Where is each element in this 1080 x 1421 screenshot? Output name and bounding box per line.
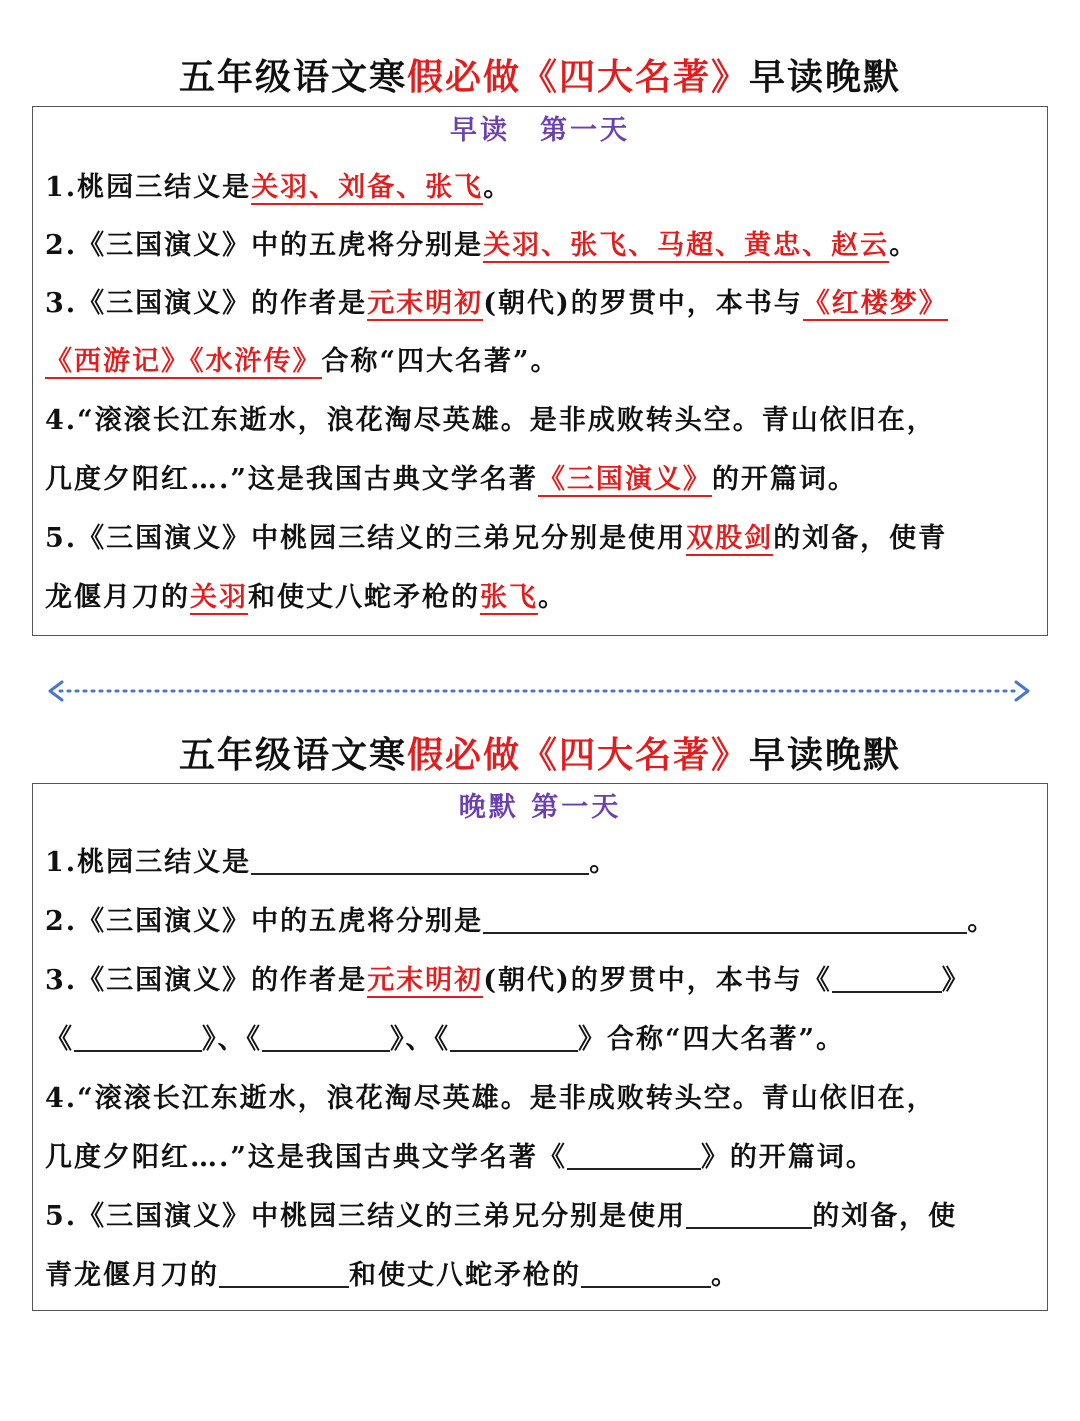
- q3-text-mid: (朝代)的罗贯中，本书与: [483, 288, 803, 319]
- q5-text-mid: 的刘备，使青: [773, 523, 948, 554]
- title-part-red: 假必做《四大名著》: [406, 56, 749, 98]
- q2-end: 。: [889, 230, 919, 261]
- morning-header: 早读 第一天: [450, 115, 630, 146]
- e-q3-end: 》合称“四大名著”。: [578, 1024, 846, 1055]
- e-q3-sep-2: 》、《: [390, 1024, 450, 1055]
- e-q4-blank[interactable]: [567, 1138, 701, 1170]
- q4-text: 几度夕阳红….”这是我国古典文学名著: [45, 464, 538, 495]
- title-part-red-b: 假必做《四大名著》: [406, 734, 749, 776]
- q1-answer: 关羽、刘备、张飞: [251, 172, 484, 203]
- q1-text: 1.桃园三结义是: [45, 172, 252, 203]
- q2-text: 2.《三国演义》中的五虎将分别是: [45, 230, 484, 261]
- q5-answer-2: 关羽: [190, 582, 248, 613]
- evening-recitation-box: [32, 783, 1048, 1311]
- e-q3-open: 《: [45, 1024, 74, 1055]
- e-q3-blank-3[interactable]: [262, 1020, 390, 1052]
- e-q4-text: 几度夕阳红….”这是我国古典文学名著《: [45, 1142, 567, 1173]
- morning-question-5-cont: [45, 569, 1040, 627]
- title-part-2: 早读晚默: [749, 56, 902, 98]
- e-q5-end: 。: [711, 1260, 740, 1291]
- e-q5-text-2: 青龙偃月刀的: [45, 1260, 219, 1291]
- q5-end: 。: [538, 582, 567, 613]
- e-q1-text: 1.桃园三结义是: [45, 847, 252, 878]
- q3-answer-books: 《西游记》《水浒传》: [45, 346, 322, 377]
- q5-text: 5.《三国演义》中桃园三结义的三弟兄分别是使用: [45, 523, 687, 554]
- e-q3-close: 》: [941, 965, 971, 996]
- morning-question-4-cont: [45, 451, 1040, 509]
- q4-answer: 《三国演义》: [537, 464, 712, 495]
- e-q3-blank-2[interactable]: [74, 1020, 202, 1052]
- morning-question-5: [45, 510, 1040, 568]
- q5-answer-3: 张飞: [480, 582, 538, 613]
- e-q4-end: 》的开篇词。: [700, 1142, 875, 1173]
- e-q4-line1: 4.“滚滚长江东逝水，浪花淘尽英雄。是非成败转头空。青山依旧在，: [45, 1083, 936, 1114]
- evening-question-1: [45, 834, 1040, 892]
- e-q5-text: 5.《三国演义》中桃园三结义的三弟兄分别是使用: [45, 1201, 687, 1232]
- e-q3-blank-1[interactable]: [832, 961, 942, 993]
- e-q3-answer-era: 元末明初: [367, 965, 484, 996]
- morning-question-2: [45, 217, 1040, 275]
- q5-answer-1: 双股剑: [686, 523, 774, 554]
- evening-question-5: [45, 1188, 1040, 1246]
- e-q5-blank-1[interactable]: [686, 1197, 812, 1229]
- e-q2-end: 。: [967, 906, 997, 937]
- q4-line1: 4.“滚滚长江东逝水，浪花淘尽英雄。是非成败转头空。青山依旧在，: [45, 405, 936, 436]
- page-title-bottom: [0, 733, 1080, 777]
- evening-question-3: [45, 952, 1040, 1010]
- e-q5-text-mid: 的刘备，使: [812, 1201, 958, 1232]
- e-q1-end: 。: [589, 847, 619, 878]
- evening-question-3-cont: [45, 1011, 1040, 1069]
- evening-question-4: [45, 1070, 1040, 1128]
- evening-question-5-cont: [45, 1247, 1040, 1305]
- q3-text: 3.《三国演义》的作者是: [45, 288, 368, 319]
- evening-header: 晚默 第一天: [458, 792, 622, 823]
- morning-question-3: [45, 275, 1040, 333]
- e-q1-blank[interactable]: [251, 843, 589, 875]
- evening-question-2: [45, 893, 1040, 951]
- title-part-1: 五年级语文寒: [178, 56, 407, 98]
- q5-text-2: 龙偃月刀的: [45, 582, 190, 613]
- q3-text-end: 合称“四大名著”。: [321, 346, 560, 377]
- q2-answer: 关羽、张飞、马超、黄忠、赵云: [483, 230, 890, 261]
- q1-end: 。: [483, 172, 513, 203]
- e-q2-text: 2.《三国演义》中的五虎将分别是: [45, 906, 484, 937]
- morning-question-4: [45, 392, 1040, 450]
- q3-answer-era: 元末明初: [367, 288, 484, 319]
- e-q3-blank-4[interactable]: [450, 1020, 578, 1052]
- evening-question-4-cont: [45, 1129, 1040, 1187]
- e-q3-text: 3.《三国演义》的作者是: [45, 965, 368, 996]
- e-q3-sep-1: 》、《: [202, 1024, 262, 1055]
- morning-question-3-cont: [45, 333, 1040, 391]
- title-part-1-b: 五年级语文寒: [178, 734, 407, 776]
- e-q5-blank-3[interactable]: [581, 1256, 711, 1288]
- e-q2-blank[interactable]: [483, 902, 967, 934]
- double-arrow-divider-icon: [46, 678, 1032, 704]
- morning-question-1: [45, 159, 1040, 217]
- title-part-2-b: 早读晚默: [749, 734, 902, 776]
- q5-text-3: 和使丈八蛇矛枪的: [248, 582, 480, 613]
- page-title-top: [0, 55, 1080, 99]
- e-q5-blank-2[interactable]: [219, 1256, 349, 1288]
- q4-end: 的开篇词。: [711, 464, 857, 495]
- e-q5-text-3: 和使丈八蛇矛枪的: [349, 1260, 581, 1291]
- e-q3-text-mid: (朝代)的罗贯中，本书与《: [483, 965, 832, 996]
- q3-answer-book1: 《红楼梦》: [802, 288, 948, 319]
- morning-reading-box: [32, 106, 1048, 636]
